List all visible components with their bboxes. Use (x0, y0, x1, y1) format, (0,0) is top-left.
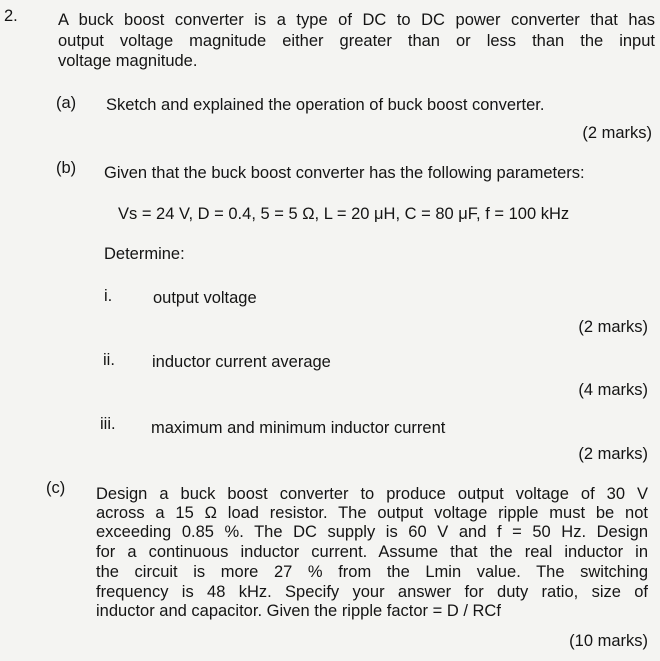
intro-line-2: output voltage magnitude either greater than or less than the input (58, 32, 655, 50)
item-iii-text: maximum and minimum inductor current (151, 419, 446, 437)
item-ii-label: ii. (103, 351, 115, 369)
item-iii-label: iii. (100, 415, 116, 433)
intro-line-3: voltage magnitude. (58, 52, 198, 70)
intro-line-1: A buck boost converter is a type of DC to DC power converter that has (58, 11, 655, 29)
question-number: 2. (4, 7, 18, 25)
part-c-line-1: Design a buck boost converter to produce output voltage of 30 V (96, 485, 648, 503)
part-c-line-6: frequency is 48 kHz. Specify your answer for duty ratio, size of (96, 583, 648, 601)
part-a-marks: (2 marks) (582, 124, 652, 142)
part-c-label: (c) (46, 479, 66, 497)
part-c-marks: (10 marks) (569, 632, 648, 650)
item-i-label: i. (104, 287, 113, 305)
part-c-line-4: for a continuous inductor current. Assume that the real inductor in (96, 543, 648, 561)
item-i-text: output voltage (153, 289, 257, 307)
part-c-line-5: the circuit is more 27 % from the Lmin value. The switching (96, 563, 648, 581)
item-ii-text: inductor current average (152, 353, 331, 371)
part-b-params: Vs = 24 V, D = 0.4, 5 = 5 Ω, L = 20 μH, C = 80 μF, f = 100 kHz (118, 205, 570, 223)
item-ii-marks: (4 marks) (578, 381, 648, 399)
part-b-text: Given that the buck boost converter has the following parameters: (104, 164, 585, 182)
part-b-label: (b) (56, 159, 77, 177)
part-c-line-3: exceeding 0.85 %. The DC supply is 60 V and f = 50 Hz. Design (96, 523, 648, 541)
part-b-determine: Determine: (104, 245, 185, 263)
part-c-line-7: inductor and capacitor. Given the ripple factor = D / RCf (96, 602, 501, 620)
item-i-marks: (2 marks) (578, 318, 648, 336)
item-iii-marks: (2 marks) (578, 445, 648, 463)
part-c-line-2: across a 15 Ω load resistor. The output voltage ripple must be not (96, 504, 648, 522)
part-a-label: (a) (56, 94, 77, 112)
part-a-text: Sketch and explained the operation of buck boost converter. (106, 96, 545, 114)
